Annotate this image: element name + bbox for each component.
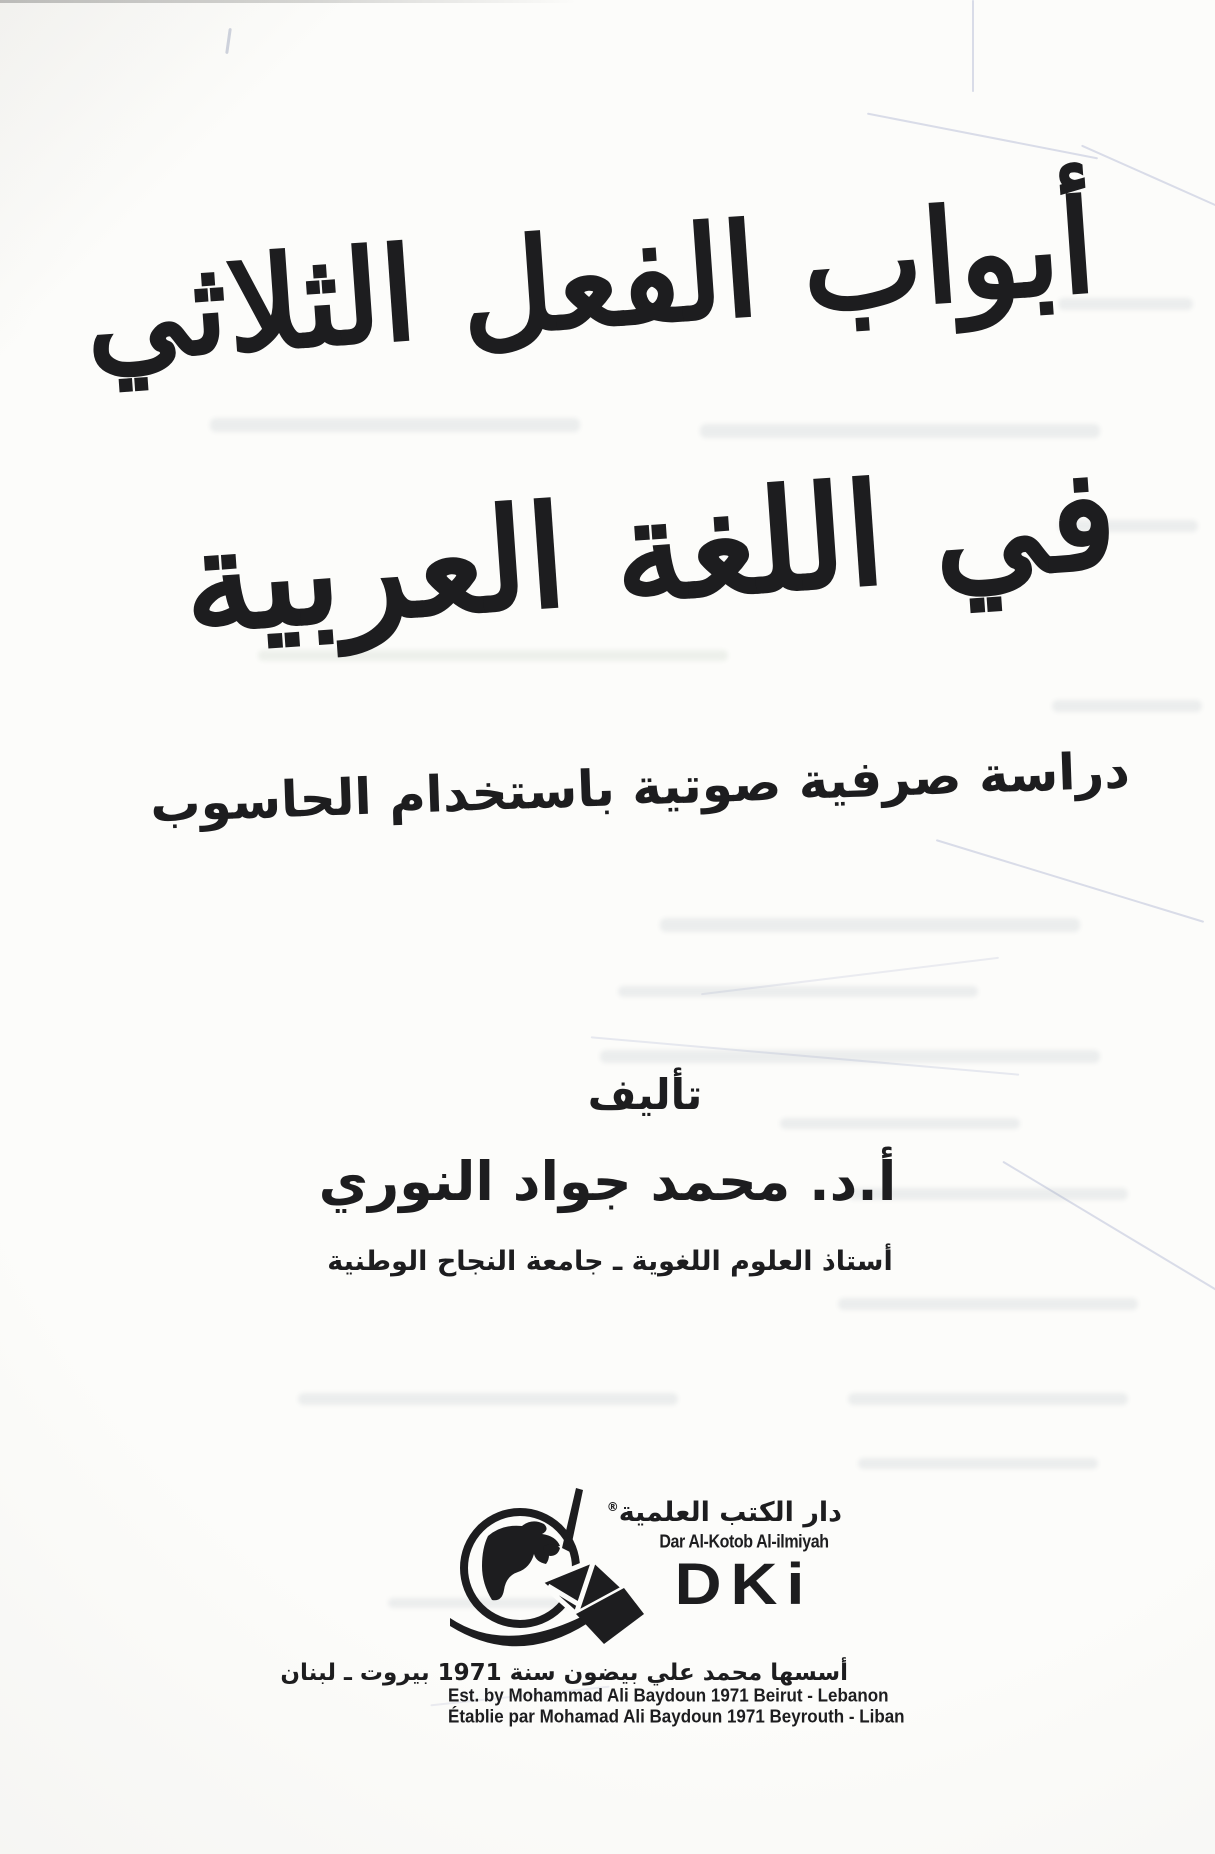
byline-label: تأليف: [587, 1070, 703, 1119]
book-title-line1: أبواب الفعل الثلاثي: [79, 171, 1101, 393]
bleed-through-artifact: [210, 418, 580, 432]
publisher-established-english: Est. by Mohammad Ali Baydoun 1971 Beirut - Lebanon: [448, 1684, 889, 1706]
bleed-through-artifact: [780, 1118, 1020, 1129]
publisher-abbreviation: DKi: [674, 1551, 814, 1617]
author-affiliation: أستاذ العلوم اللغوية ـ جامعة النجاح الوطنية: [327, 1246, 893, 1277]
bleed-through-artifact: [848, 1393, 1128, 1405]
bleed-through-artifact: [1052, 700, 1202, 712]
bleed-through-artifact: [858, 1458, 1098, 1469]
bleed-through-artifact: [600, 1050, 1100, 1063]
crease-line: [972, 0, 974, 92]
scan-edge-artifact: [0, 0, 770, 3]
publisher-block: [280, 1486, 905, 1727]
registered-trademark-symbol: ®: [606, 1500, 619, 1514]
publisher-established-french: Établie par Mohamad Ali Baydoun 1971 Beyrouth - Liban: [448, 1705, 905, 1727]
publisher-name-arabic-text: دار الكتب العلمية: [618, 1497, 842, 1528]
crease-line: [1002, 1161, 1215, 1291]
bleed-through-artifact: [660, 918, 1080, 932]
crease-line: [867, 113, 1098, 160]
bleed-through-artifact: [298, 1393, 678, 1405]
author-name: أ.د. محمد جواد النوري: [318, 1150, 897, 1213]
bleed-through-artifact: [838, 1298, 1138, 1310]
publisher-name-english: Dar Al-Kotob Al-ilmiyah: [659, 1532, 829, 1552]
publisher-name-arabic: [606, 1497, 842, 1528]
book-subtitle: دراسة صرفية صوتية باستخدام الحاسوب: [149, 741, 1131, 834]
publisher-established-arabic: أسسها محمد علي بيضون سنة 1971 بيروت ـ لبنان: [280, 1660, 848, 1686]
bleed-through-artifact: [618, 986, 978, 997]
scan-speck-artifact: [225, 28, 232, 54]
book-title-line2: في اللغة العربية: [178, 436, 1122, 666]
crease-line: [936, 839, 1204, 923]
